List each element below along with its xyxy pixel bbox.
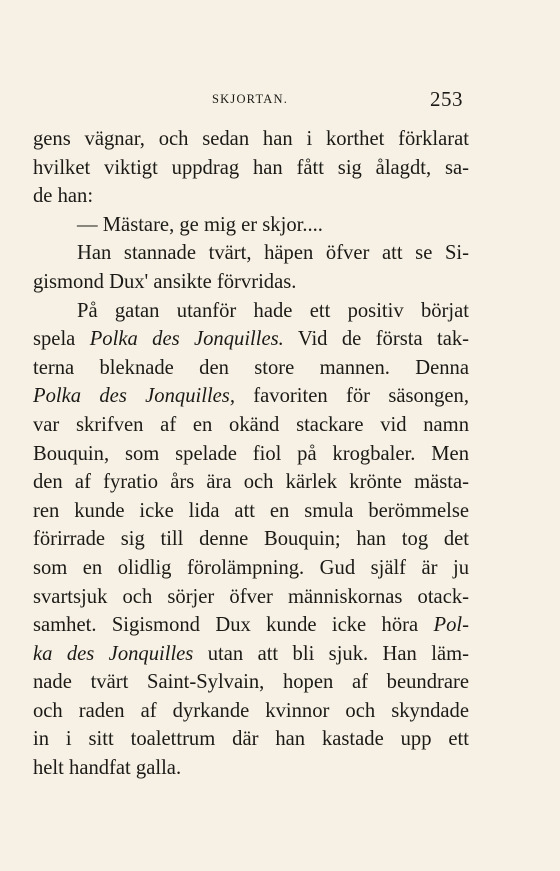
text-line bbox=[33, 382, 469, 411]
text-line bbox=[33, 525, 469, 554]
text-segment: var skrifven af en okänd stackare vid namn bbox=[33, 413, 469, 436]
italic-segment: Polka des Jonquilles. bbox=[89, 328, 284, 351]
italic-segment: Polka des Jonquilles, bbox=[33, 385, 235, 408]
text-segment: samhet. Sigismond Dux kunde icke höra bbox=[33, 614, 434, 637]
text-segment: favoriten för säsongen, bbox=[234, 385, 469, 408]
text-segment: in i sitt toalettrum där han kastade upp ett bbox=[33, 728, 469, 751]
text-segment: utan att bli sjuk. Han läm- bbox=[193, 642, 469, 665]
text-segment: helt handfat galla. bbox=[33, 757, 182, 780]
text-segment: hvilket viktigt uppdrag han fått sig ålagdt, sa- bbox=[33, 156, 469, 179]
text-line bbox=[33, 239, 469, 268]
text-line bbox=[33, 754, 469, 783]
text-segment: spela bbox=[33, 328, 90, 351]
italic-segment: ka des Jonquilles bbox=[33, 642, 194, 665]
text-line bbox=[33, 325, 469, 354]
text-segment: Han stannade tvärt, häpen öfver att se Si- bbox=[77, 242, 469, 265]
text-segment: — Mästare, ge mig er skjor.... bbox=[77, 213, 323, 236]
text-line bbox=[33, 668, 469, 697]
text-line bbox=[33, 611, 469, 640]
text-segment: ren kunde icke lida att en smula berömmelse bbox=[33, 499, 469, 522]
text-segment: Bouquin, som spelade fiol på krogbaler. Men bbox=[33, 442, 469, 465]
text-line bbox=[33, 354, 469, 383]
text-segment: nade tvärt Saint-Sylvain, hopen af beundrare bbox=[33, 671, 469, 694]
text-line bbox=[33, 268, 469, 297]
text-segment: gismond Dux' ansikte förvridas. bbox=[33, 270, 297, 293]
text-line bbox=[33, 697, 469, 726]
page-header bbox=[0, 86, 560, 116]
text-segment: de han: bbox=[33, 185, 94, 208]
text-line bbox=[33, 440, 469, 469]
text-segment: svartsjuk och sörjer öfver människornas otack- bbox=[33, 585, 469, 608]
text-line bbox=[33, 640, 469, 669]
text-line bbox=[33, 297, 469, 326]
text-segment: På gatan utanför hade ett positiv börjat bbox=[77, 299, 469, 322]
text-line bbox=[33, 725, 469, 754]
text-line bbox=[33, 182, 469, 211]
text-segment: Vid de första tak- bbox=[283, 328, 469, 351]
text-line bbox=[33, 583, 469, 612]
running-head: SKJORTAN. bbox=[212, 92, 289, 106]
text-line bbox=[33, 211, 469, 240]
text-line bbox=[33, 125, 469, 154]
text-line bbox=[33, 468, 469, 497]
text-segment: förirrade sig till denne Bouquin; han tog det bbox=[33, 528, 469, 551]
text-line bbox=[33, 154, 469, 183]
page-number: 253 bbox=[430, 87, 463, 111]
text-line bbox=[33, 554, 469, 583]
text-segment: och raden af dyrkande kvinnor och skyndade bbox=[33, 699, 469, 722]
text-segment: terna bleknade den store mannen. Denna bbox=[33, 356, 469, 379]
text-segment: som en olidlig förolämpning. Gud själf är ju bbox=[33, 556, 469, 579]
text-line bbox=[33, 411, 469, 440]
text-segment: den af fyratio års ära och kärlek krönte mästa- bbox=[33, 471, 469, 494]
text-line bbox=[33, 497, 469, 526]
italic-segment: Pol- bbox=[433, 614, 469, 637]
text-segment: gens vägnar, och sedan han i korthet förklarat bbox=[33, 128, 469, 150]
body-text bbox=[33, 125, 469, 783]
